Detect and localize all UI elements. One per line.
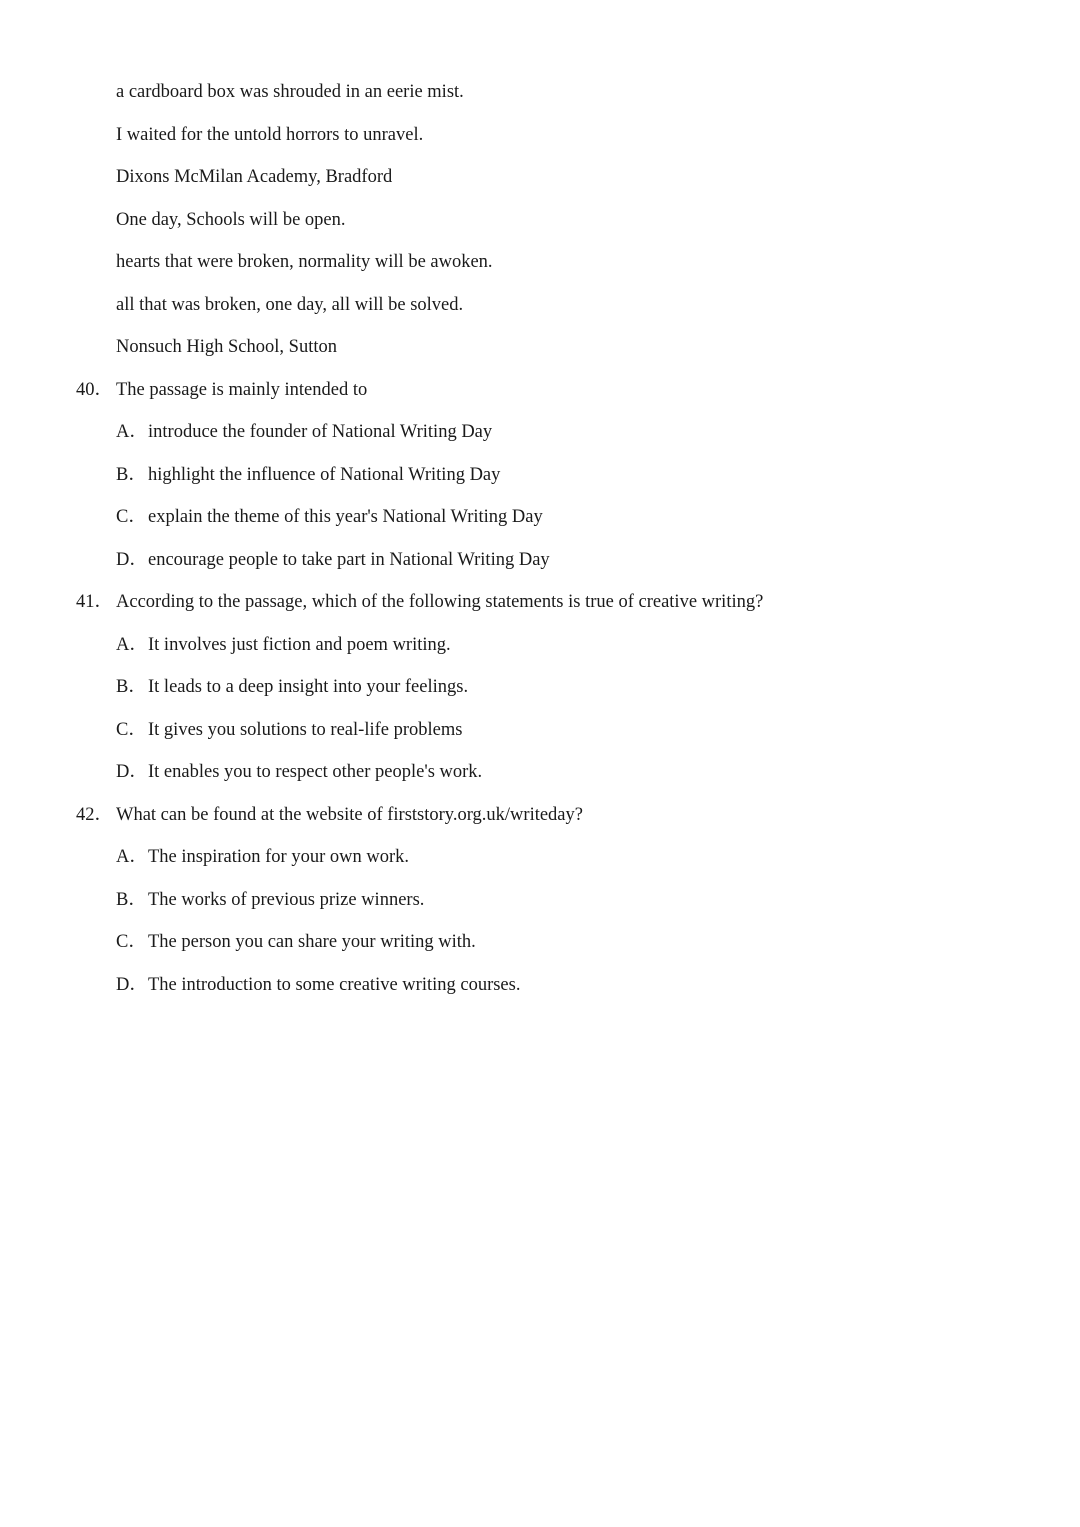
option-text: It leads to a deep insight into your feelings. — [148, 677, 469, 697]
option-letter: C． — [116, 720, 147, 740]
option-text: The works of previous prize winners. — [148, 890, 425, 910]
poem-attribution-1: Dixons McMilan Academy, Bradford — [116, 167, 393, 187]
question-number: 41． — [76, 592, 114, 612]
poem-attribution-2: Nonsuch High School, Sutton — [116, 337, 337, 357]
option-letter: B． — [116, 465, 147, 485]
poem-line-5: all that was broken, one day, all will be solved. — [116, 295, 464, 315]
poem-line-2: I waited for the untold horrors to unravel. — [116, 125, 424, 145]
option-letter: B． — [116, 677, 147, 697]
option-letter: D． — [116, 975, 148, 995]
option-letter: A． — [116, 635, 148, 655]
option-letter: D． — [116, 550, 148, 570]
option-text: introduce the founder of National Writing Day — [148, 422, 493, 442]
question-number: 42． — [76, 805, 114, 825]
option-text: It gives you solutions to real-life problems — [148, 720, 463, 740]
question-text: What can be found at the website of firststory.org.uk/writeday? — [116, 805, 583, 825]
option-text: It enables you to respect other people's work. — [148, 762, 483, 782]
poem-line-3: One day, Schools will be open. — [116, 210, 346, 230]
poem-line-1: a cardboard box was shrouded in an eerie mist. — [116, 82, 464, 102]
option-text: explain the theme of this year's National Writing Day — [148, 507, 543, 527]
option-text: The introduction to some creative writing courses. — [148, 975, 521, 995]
option-letter: B． — [116, 890, 147, 910]
option-letter: C． — [116, 932, 147, 952]
question-text: According to the passage, which of the following statements is true of creative writing? — [116, 592, 764, 612]
question-text: The passage is mainly intended to — [116, 380, 368, 400]
option-text: The inspiration for your own work. — [148, 847, 410, 867]
option-letter: C． — [116, 507, 147, 527]
option-letter: A． — [116, 422, 148, 442]
option-text: highlight the influence of National Writing Day — [148, 465, 501, 485]
option-letter: A． — [116, 847, 148, 867]
poem-line-4: hearts that were broken, normality will be awoken. — [116, 252, 493, 272]
question-number: 40． — [76, 380, 114, 400]
option-text: It involves just fiction and poem writing. — [148, 635, 451, 655]
option-text: encourage people to take part in National Writing Day — [148, 550, 550, 570]
option-letter: D． — [116, 762, 148, 782]
option-text: The person you can share your writing with. — [148, 932, 476, 952]
